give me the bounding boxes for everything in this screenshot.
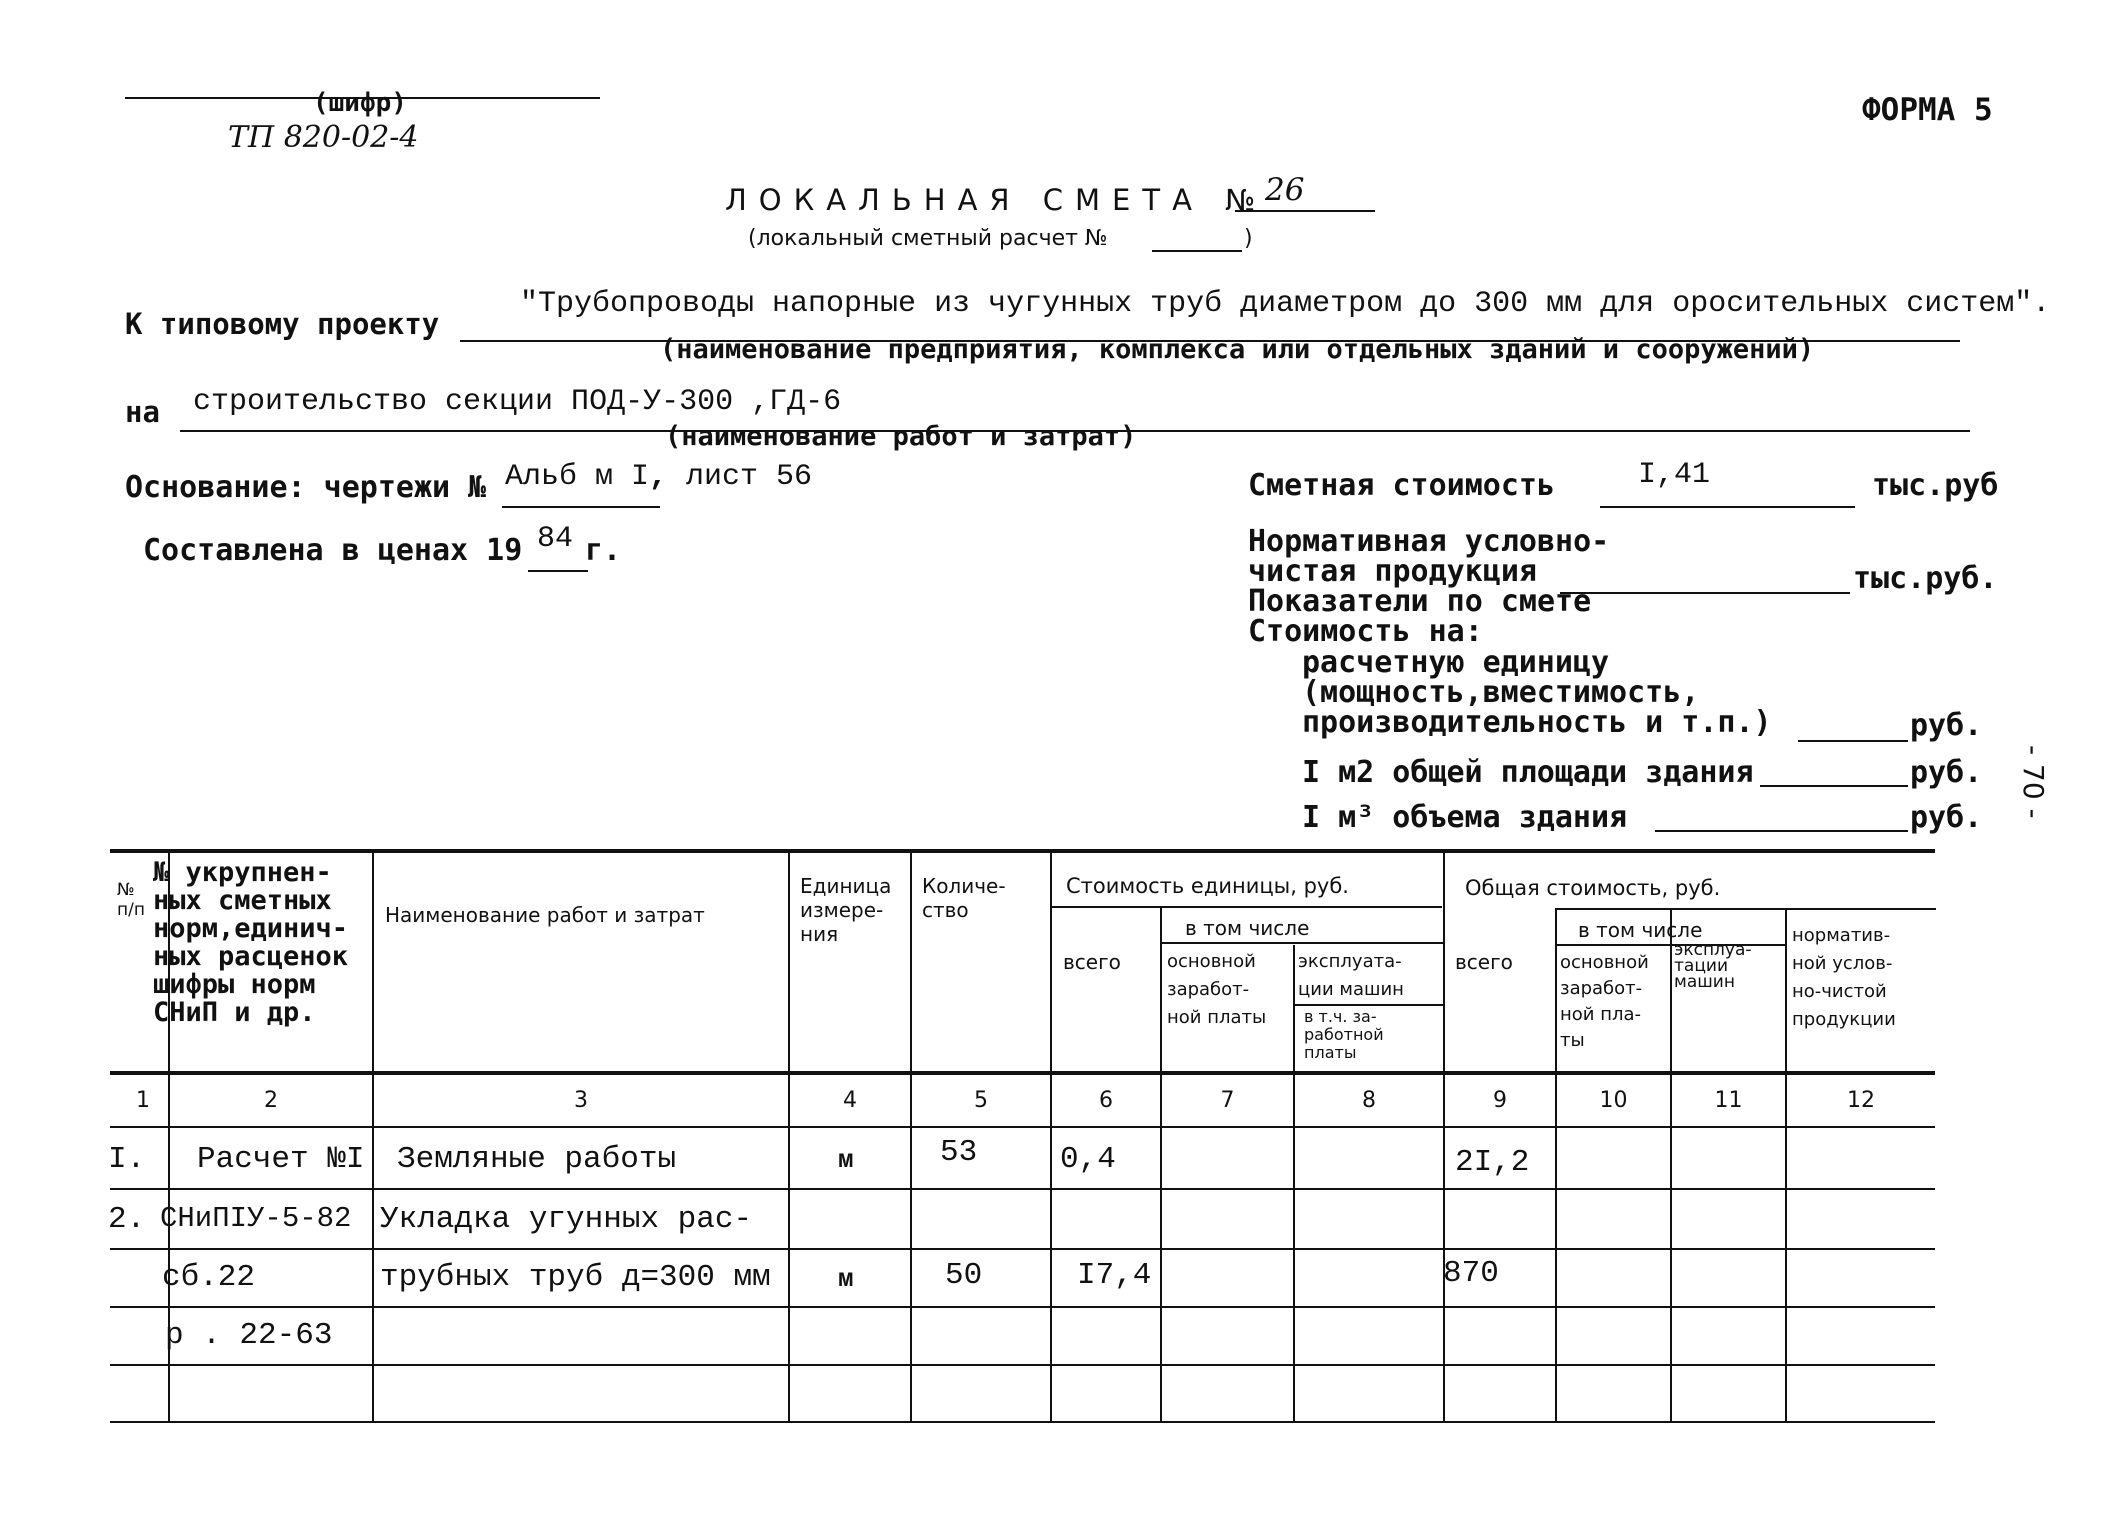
unit-rub: руб. bbox=[1910, 708, 1983, 743]
row1-qty: 53 bbox=[940, 1135, 978, 1170]
vline-5 bbox=[1050, 851, 1052, 1421]
colnum-12: 12 bbox=[1847, 1088, 1875, 1113]
prices-suffix: г. bbox=[585, 533, 622, 568]
cost-value: I,41 bbox=[1638, 458, 1711, 492]
row2-name: Укладка угунных рас- bbox=[380, 1202, 753, 1237]
form-label: ФОРМА 5 bbox=[1862, 92, 1993, 128]
unit-label-1: расчетную единицу bbox=[1302, 645, 1610, 680]
subtitle-close: ) bbox=[1244, 226, 1253, 251]
wage-header: основной заработ- ной платы bbox=[1167, 951, 1267, 1028]
wage2-header: основной заработ- ной пла- ты bbox=[1560, 952, 1649, 1051]
prices-label: Составлена в ценах 19 bbox=[143, 533, 523, 568]
col1-header: № п/п bbox=[117, 880, 145, 920]
project-caption: (наименование предприятия, комплекса или отдельных зданий и сооружений) bbox=[660, 334, 1815, 365]
colnum-7: 7 bbox=[1220, 1088, 1235, 1113]
unit-label-2: (мощность,вместимость, bbox=[1302, 675, 1700, 710]
page-number: - 70 - bbox=[2017, 745, 2050, 819]
row2-number: 2. bbox=[108, 1202, 146, 1237]
vline-2 bbox=[372, 851, 374, 1421]
row3-total: 870 bbox=[1443, 1256, 1499, 1291]
norm-unit: тыс.руб. bbox=[1853, 561, 1998, 596]
vline-4 bbox=[910, 851, 912, 1421]
colnum-5: 5 bbox=[974, 1088, 988, 1113]
area-label: I м2 общей площади здания bbox=[1302, 755, 1754, 790]
colnum-4: 4 bbox=[843, 1088, 857, 1113]
table-top-line bbox=[110, 849, 1935, 853]
machines-wage-header: в т.ч. за- работной платы bbox=[1304, 1007, 1384, 1062]
norm-label-1: Нормативная условно- bbox=[1248, 524, 1610, 559]
row3-qty: 50 bbox=[945, 1258, 983, 1293]
basis-sheet: , лист 56 bbox=[650, 460, 813, 494]
total-cost-header: Общая стоимость, руб. bbox=[1465, 876, 1721, 900]
machines2-header: эксплуа- тации машин bbox=[1674, 940, 1752, 992]
colnum-3: 3 bbox=[574, 1088, 588, 1113]
incl2-header: в том числе bbox=[1578, 918, 1703, 942]
area-line bbox=[1760, 755, 1908, 787]
project-code: ТП 820-02-4 bbox=[228, 120, 419, 155]
estimate-number: 26 bbox=[1265, 172, 1305, 208]
vline-3 bbox=[788, 851, 790, 1421]
row-line-2 bbox=[110, 1248, 1935, 1250]
vline-6 bbox=[1160, 906, 1162, 1421]
machines-split-line bbox=[1293, 1004, 1443, 1006]
estimate-title: ЛОКАЛЬНАЯ СМЕТА № bbox=[725, 183, 1268, 217]
estimate-number-line bbox=[1235, 176, 1375, 212]
vline-7 bbox=[1293, 945, 1295, 1421]
colnum-10: 10 bbox=[1599, 1088, 1628, 1113]
vline-9 bbox=[1555, 908, 1557, 1421]
row3-unit-cost: I7,4 bbox=[1077, 1258, 1152, 1293]
colnum-11: 11 bbox=[1714, 1088, 1743, 1113]
incl-sub-line bbox=[1160, 942, 1443, 944]
unit-label-3: производительность и т.п.) bbox=[1302, 705, 1772, 740]
row1-name: Земляные работы bbox=[397, 1142, 677, 1177]
row3-name: трубных труб д=300 мм bbox=[380, 1260, 771, 1295]
colnum-6: 6 bbox=[1099, 1088, 1113, 1113]
norm-prod-header: норматив- ной услов- но-чистой продукции bbox=[1792, 925, 1896, 1030]
project-value: "Трубопроводы напорные из чугунных труб диаметром до 300 мм для оросительных систем". bbox=[520, 287, 2051, 321]
colnum-2: 2 bbox=[264, 1088, 278, 1113]
cost-unit: тыс.руб bbox=[1872, 468, 1999, 503]
area-rub: руб. bbox=[1910, 755, 1983, 790]
cost-label: Сметная стоимость bbox=[1248, 468, 1556, 503]
subtitle-number-line bbox=[1152, 222, 1242, 252]
row-line-1 bbox=[110, 1188, 1935, 1190]
row3-unit: м bbox=[838, 1264, 854, 1294]
col2-header: № укрупнен- ных сметных норм,единич- ных расценок шифры норм СНиП и др. bbox=[153, 857, 349, 1028]
colnum-bottom-line bbox=[110, 1126, 1935, 1128]
col5-header: Количе- ство bbox=[922, 874, 1006, 922]
colnum-1: 1 bbox=[136, 1088, 150, 1113]
col4-header: Единица измере- ния bbox=[800, 874, 892, 946]
col3-header: Наименование работ и затрат bbox=[385, 903, 705, 927]
cost-per-label: Стоимость на: bbox=[1248, 614, 1483, 649]
volume-label: I м³ объема здания bbox=[1302, 800, 1628, 835]
norm-line bbox=[1560, 560, 1850, 594]
row1-unit-cost: 0,4 bbox=[1060, 1142, 1116, 1177]
unit-cost-sub-line bbox=[1052, 906, 1442, 908]
row1-unit: м bbox=[838, 1145, 854, 1175]
vline-8 bbox=[1443, 851, 1445, 1421]
row-line-4 bbox=[110, 1364, 1935, 1366]
work-caption: (наименование работ и затрат) bbox=[665, 421, 1137, 452]
row3-code: сб.22 bbox=[162, 1260, 256, 1295]
row1-code: Расчет №I bbox=[197, 1142, 365, 1177]
row1-number: I. bbox=[108, 1142, 146, 1177]
vline-11 bbox=[1785, 908, 1787, 1421]
vline-10 bbox=[1670, 908, 1672, 1421]
work-label: на bbox=[125, 395, 160, 429]
header-bottom-line bbox=[110, 1071, 1935, 1075]
incl-header: в том числе bbox=[1185, 916, 1310, 940]
unit-cost-header: Стоимость единицы, руб. bbox=[1066, 874, 1349, 898]
machines-header: эксплуата- ции машин bbox=[1298, 951, 1404, 1000]
colnum-8: 8 bbox=[1362, 1088, 1376, 1113]
row-line-3 bbox=[110, 1306, 1935, 1308]
cipher-label: (шифр) bbox=[313, 88, 407, 118]
project-label: К типовому проекту bbox=[125, 307, 440, 341]
row-line-5 bbox=[110, 1421, 1935, 1423]
volume-line bbox=[1655, 800, 1908, 832]
row2-code: СНиПIУ-5-82 bbox=[160, 1202, 352, 1235]
total-all-header: всего bbox=[1455, 950, 1513, 974]
row4-code: р . 22-63 bbox=[165, 1318, 333, 1353]
work-value: строительство секции ПОД-У-300 ,ГД-6 bbox=[193, 385, 842, 419]
indicators-label: Показатели по смете bbox=[1248, 584, 1592, 619]
volume-rub: руб. bbox=[1910, 800, 1983, 835]
basis-label: Основание: чертежи № bbox=[125, 470, 487, 505]
norm-label-2: чистая продукция bbox=[1248, 554, 1537, 589]
row1-total: 2I,2 bbox=[1455, 1145, 1530, 1180]
colnum-9: 9 bbox=[1493, 1088, 1507, 1113]
basis-value: Альб м I, bbox=[505, 460, 668, 494]
total-sub-line bbox=[1556, 908, 1936, 910]
unit-total-header: всего bbox=[1063, 950, 1121, 974]
estimate-subtitle: (локальный сметный расчет № bbox=[748, 226, 1108, 251]
unit-line bbox=[1798, 710, 1908, 742]
prices-year: 84 bbox=[537, 522, 574, 556]
